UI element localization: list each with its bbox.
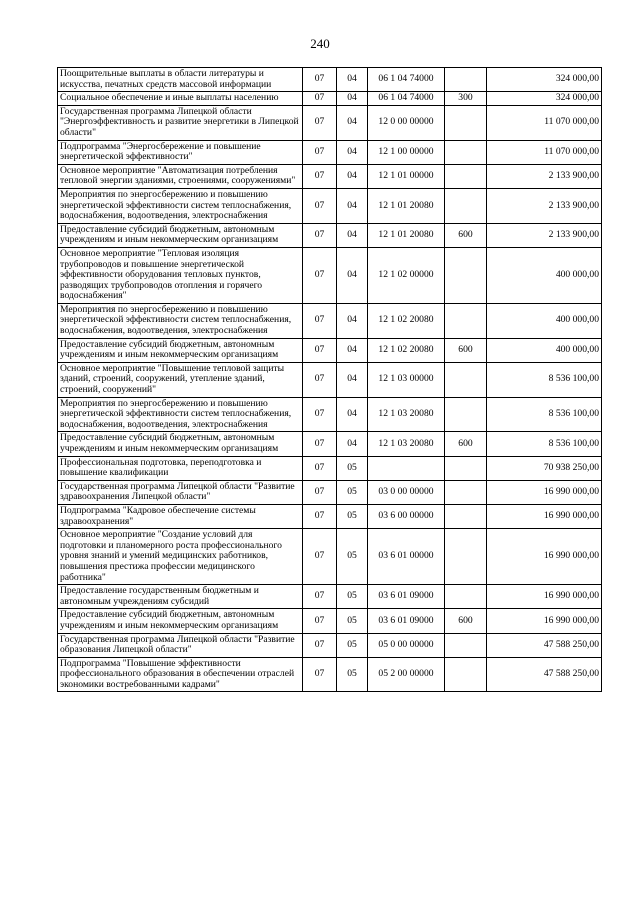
row-name-cell: Основное мероприятие "Тепловая изоляция трубопроводов и повышение энергетической эффективности оборудования тепловых пунктов, разводящих трубопроводов отопления и горячего водоснабжения" xyxy=(58,247,303,303)
row-section-cell: 07 xyxy=(303,480,337,504)
table-row xyxy=(58,68,602,92)
row-expense-type-cell xyxy=(445,362,487,397)
table-row xyxy=(58,223,602,247)
row-target-code-cell: 12 1 01 00000 xyxy=(368,164,445,188)
row-name-cell: Мероприятия по энергосбережению и повышению энергетической эффективности систем теплоснабжения, водоснабжения, водоотведения, электроснабжения xyxy=(58,188,303,223)
row-target-code-cell: 12 0 00 00000 xyxy=(368,105,445,140)
table-row xyxy=(58,432,602,456)
row-subsection-cell: 05 xyxy=(337,585,368,609)
row-amount-cell: 70 938 250,00 xyxy=(487,456,602,480)
row-subsection-cell: 04 xyxy=(337,92,368,106)
row-expense-type-cell xyxy=(445,529,487,585)
row-name-cell: Государственная программа Липецкой области "Развитие здравоохранения Липецкой области" xyxy=(58,480,303,504)
row-section-cell: 07 xyxy=(303,529,337,585)
row-subsection-cell: 04 xyxy=(337,338,368,362)
row-target-code-cell: 03 6 00 00000 xyxy=(368,504,445,528)
row-expense-type-cell xyxy=(445,105,487,140)
row-section-cell: 07 xyxy=(303,633,337,657)
row-name-cell: Подпрограмма "Кадровое обеспечение системы здравоохранения" xyxy=(58,504,303,528)
row-section-cell: 07 xyxy=(303,657,337,692)
row-expense-type-cell: 600 xyxy=(445,609,487,633)
row-section-cell: 07 xyxy=(303,92,337,106)
row-section-cell: 07 xyxy=(303,338,337,362)
row-subsection-cell: 05 xyxy=(337,609,368,633)
row-expense-type-cell xyxy=(445,303,487,338)
row-amount-cell: 8 536 100,00 xyxy=(487,397,602,432)
row-target-code-cell: 03 6 01 09000 xyxy=(368,585,445,609)
table-row xyxy=(58,140,602,164)
row-section-cell: 07 xyxy=(303,105,337,140)
row-amount-cell: 11 070 000,00 xyxy=(487,105,602,140)
row-name-cell: Предоставление субсидий бюджетным, автономным учреждениям и иным некоммерческим организациям xyxy=(58,338,303,362)
row-target-code-cell: 12 1 01 20080 xyxy=(368,223,445,247)
table-row xyxy=(58,480,602,504)
row-expense-type-cell xyxy=(445,585,487,609)
row-subsection-cell: 04 xyxy=(337,140,368,164)
row-name-cell: Подпрограмма "Повышение эффективности профессионального образования в обеспечении отраслей экономики востребованными кадрами" xyxy=(58,657,303,692)
row-section-cell: 07 xyxy=(303,432,337,456)
row-section-cell: 07 xyxy=(303,456,337,480)
row-subsection-cell: 04 xyxy=(337,397,368,432)
table-row xyxy=(58,609,602,633)
row-amount-cell: 324 000,00 xyxy=(487,68,602,92)
table-row xyxy=(58,303,602,338)
row-section-cell: 07 xyxy=(303,303,337,338)
row-expense-type-cell: 600 xyxy=(445,338,487,362)
table-row xyxy=(58,164,602,188)
row-section-cell: 07 xyxy=(303,188,337,223)
table-row xyxy=(58,633,602,657)
row-section-cell: 07 xyxy=(303,68,337,92)
row-name-cell: Профессиональная подготовка, переподготовка и повышение квалификации xyxy=(58,456,303,480)
table-row xyxy=(58,338,602,362)
row-name-cell: Предоставление субсидий бюджетным, автономным учреждениям и иным некоммерческим организациям xyxy=(58,432,303,456)
row-target-code-cell: 12 1 03 00000 xyxy=(368,362,445,397)
row-expense-type-cell xyxy=(445,68,487,92)
row-subsection-cell: 04 xyxy=(337,164,368,188)
table-row xyxy=(58,247,602,303)
row-section-cell: 07 xyxy=(303,223,337,247)
row-amount-cell: 16 990 000,00 xyxy=(487,504,602,528)
table-row xyxy=(58,657,602,692)
row-name-cell: Предоставление субсидий бюджетным, автономным учреждениям и иным некоммерческим организациям xyxy=(58,609,303,633)
row-target-code-cell: 06 1 04 74000 xyxy=(368,68,445,92)
row-name-cell: Предоставление государственным бюджетным и автономным учреждениям субсидий xyxy=(58,585,303,609)
row-target-code-cell: 12 1 02 20080 xyxy=(368,303,445,338)
table-row xyxy=(58,188,602,223)
row-name-cell: Основное мероприятие "Автоматизация потребления тепловой энергии зданиями, строениями, сооружениями" xyxy=(58,164,303,188)
row-target-code-cell: 12 1 02 20080 xyxy=(368,338,445,362)
row-amount-cell: 2 133 900,00 xyxy=(487,223,602,247)
row-target-code-cell: 12 1 00 00000 xyxy=(368,140,445,164)
row-expense-type-cell xyxy=(445,140,487,164)
table-row xyxy=(58,92,602,106)
row-target-code-cell: 12 1 02 00000 xyxy=(368,247,445,303)
page-number: 240 xyxy=(310,36,330,51)
row-subsection-cell: 04 xyxy=(337,432,368,456)
table-row xyxy=(58,105,602,140)
row-section-cell: 07 xyxy=(303,504,337,528)
row-section-cell: 07 xyxy=(303,362,337,397)
row-subsection-cell: 04 xyxy=(337,303,368,338)
row-expense-type-cell: 600 xyxy=(445,223,487,247)
row-subsection-cell: 05 xyxy=(337,633,368,657)
table-row xyxy=(58,504,602,528)
row-section-cell: 07 xyxy=(303,585,337,609)
row-expense-type-cell: 300 xyxy=(445,92,487,106)
row-amount-cell: 400 000,00 xyxy=(487,303,602,338)
row-subsection-cell: 04 xyxy=(337,362,368,397)
row-amount-cell: 16 990 000,00 xyxy=(487,480,602,504)
row-subsection-cell: 05 xyxy=(337,456,368,480)
row-subsection-cell: 05 xyxy=(337,480,368,504)
row-expense-type-cell xyxy=(445,247,487,303)
row-expense-type-cell: 600 xyxy=(445,432,487,456)
row-expense-type-cell xyxy=(445,456,487,480)
row-name-cell: Предоставление субсидий бюджетным, автономным учреждениям и иным некоммерческим организациям xyxy=(58,223,303,247)
row-subsection-cell: 05 xyxy=(337,657,368,692)
row-section-cell: 07 xyxy=(303,609,337,633)
row-amount-cell: 2 133 900,00 xyxy=(487,164,602,188)
row-target-code-cell xyxy=(368,456,445,480)
row-target-code-cell: 05 0 00 00000 xyxy=(368,633,445,657)
row-amount-cell: 400 000,00 xyxy=(487,338,602,362)
row-target-code-cell: 06 1 04 74000 xyxy=(368,92,445,106)
row-name-cell: Государственная программа Липецкой области "Развитие образования Липецкой области" xyxy=(58,633,303,657)
row-name-cell: Подпрограмма "Энергосбережение и повышение энергетической эффективности" xyxy=(58,140,303,164)
row-subsection-cell: 05 xyxy=(337,529,368,585)
row-expense-type-cell xyxy=(445,657,487,692)
row-target-code-cell: 12 1 01 20080 xyxy=(368,188,445,223)
row-amount-cell: 47 588 250,00 xyxy=(487,657,602,692)
row-subsection-cell: 04 xyxy=(337,247,368,303)
row-expense-type-cell xyxy=(445,480,487,504)
row-name-cell: Основное мероприятие "Создание условий для подготовки и планомерного роста профессионального уровня знаний и умений медицинских работников, повышения престижа профессии медицинского работника" xyxy=(58,529,303,585)
row-expense-type-cell xyxy=(445,188,487,223)
row-subsection-cell: 04 xyxy=(337,188,368,223)
table-row xyxy=(58,456,602,480)
row-section-cell: 07 xyxy=(303,397,337,432)
row-target-code-cell: 05 2 00 00000 xyxy=(368,657,445,692)
row-section-cell: 07 xyxy=(303,140,337,164)
row-expense-type-cell xyxy=(445,397,487,432)
row-section-cell: 07 xyxy=(303,247,337,303)
row-amount-cell: 47 588 250,00 xyxy=(487,633,602,657)
row-name-cell: Государственная программа Липецкой области "Энергоэффективность и развитие энергетики в Липецкой области" xyxy=(58,105,303,140)
budget-table xyxy=(57,67,602,692)
row-name-cell: Мероприятия по энергосбережению и повышению энергетической эффективности систем теплоснабжения, водоснабжения, водоотведения, электроснабжения xyxy=(58,397,303,432)
table-row xyxy=(58,397,602,432)
row-amount-cell: 324 000,00 xyxy=(487,92,602,106)
row-name-cell: Социальное обеспечение и иные выплаты населению xyxy=(58,92,303,106)
table-row xyxy=(58,362,602,397)
row-name-cell: Поощрительные выплаты в области литературы и искусства, печатных средств массовой информации xyxy=(58,68,303,92)
row-target-code-cell: 03 0 00 00000 xyxy=(368,480,445,504)
row-amount-cell: 400 000,00 xyxy=(487,247,602,303)
row-name-cell: Основное мероприятие "Повышение тепловой защиты зданий, строений, сооружений, утепление зданий, строений, сооружений" xyxy=(58,362,303,397)
row-subsection-cell: 04 xyxy=(337,105,368,140)
row-subsection-cell: 04 xyxy=(337,68,368,92)
row-name-cell: Мероприятия по энергосбережению и повышению энергетической эффективности систем теплоснабжения, водоснабжения, водоотведения, электроснабжения xyxy=(58,303,303,338)
row-amount-cell: 16 990 000,00 xyxy=(487,529,602,585)
row-subsection-cell: 04 xyxy=(337,223,368,247)
budget-table-body xyxy=(58,68,602,692)
row-subsection-cell: 05 xyxy=(337,504,368,528)
row-expense-type-cell xyxy=(445,164,487,188)
row-target-code-cell: 03 6 01 09000 xyxy=(368,609,445,633)
row-target-code-cell: 12 1 03 20080 xyxy=(368,397,445,432)
row-amount-cell: 2 133 900,00 xyxy=(487,188,602,223)
row-amount-cell: 16 990 000,00 xyxy=(487,609,602,633)
table-row xyxy=(58,529,602,585)
row-amount-cell: 16 990 000,00 xyxy=(487,585,602,609)
row-target-code-cell: 03 6 01 00000 xyxy=(368,529,445,585)
row-expense-type-cell xyxy=(445,633,487,657)
row-target-code-cell: 12 1 03 20080 xyxy=(368,432,445,456)
table-row xyxy=(58,585,602,609)
row-amount-cell: 11 070 000,00 xyxy=(487,140,602,164)
row-expense-type-cell xyxy=(445,504,487,528)
row-amount-cell: 8 536 100,00 xyxy=(487,432,602,456)
row-amount-cell: 8 536 100,00 xyxy=(487,362,602,397)
row-section-cell: 07 xyxy=(303,164,337,188)
